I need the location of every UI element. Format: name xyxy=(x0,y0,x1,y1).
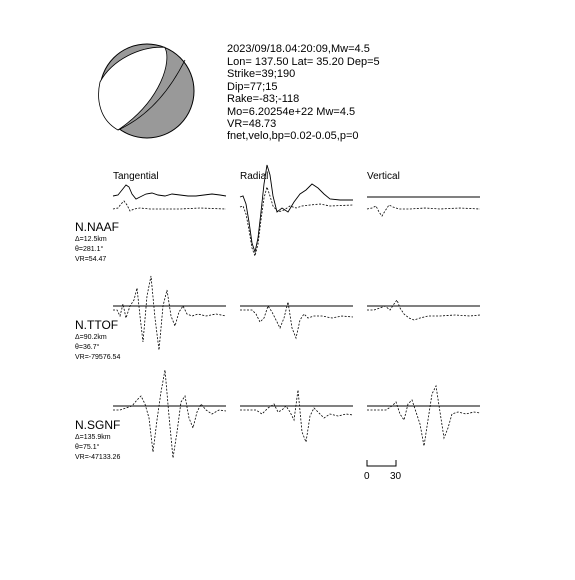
station-distance: Δ=90.2km xyxy=(75,334,107,341)
station-vr: VR=-79576.54 xyxy=(75,354,121,361)
header-line-filter: fnet,velo,bp=0.02-0.05,p=0 xyxy=(227,130,359,142)
synthetic-trace xyxy=(240,302,353,338)
synthetic-trace xyxy=(240,187,353,256)
station-name: N.SGNF xyxy=(75,418,121,432)
synthetic-trace xyxy=(367,386,480,446)
synthetic-trace xyxy=(367,300,480,320)
synthetic-trace xyxy=(113,201,226,211)
trace-ttof-vertical xyxy=(367,300,480,320)
synthetic-trace xyxy=(240,390,353,442)
station-vr: VR=-47133.26 xyxy=(75,454,121,461)
trace-sgnf-radial xyxy=(240,390,353,442)
station-azimuth: θ=75.1° xyxy=(75,444,100,451)
header-line-vr: VR=48.73 xyxy=(227,118,277,130)
station-distance: Δ=12.5km xyxy=(75,236,107,243)
header-line-date: 2023/09/18.04:20:09,Mw=4.5 xyxy=(227,43,370,55)
beachball xyxy=(99,44,194,138)
synthetic-trace xyxy=(367,205,480,216)
header-line-rake: Rake=-83;-118 xyxy=(227,93,300,105)
station-name: N.NAAF xyxy=(75,220,120,234)
header-line-moment: Mo=6.20254e+22 Mw=4.5 xyxy=(227,106,356,118)
scale-start-label: 0 xyxy=(364,471,370,482)
station-label-naaf xyxy=(75,220,119,263)
station-label-sgnf xyxy=(75,418,120,461)
synthetic-trace xyxy=(113,276,226,350)
header-line-location: Lon= 137.50 Lat= 35.20 Dep=5 xyxy=(227,56,380,68)
station-azimuth: θ=36.7° xyxy=(75,344,100,351)
column-vertical: Vertical xyxy=(367,171,400,182)
trace-sgnf-tangential xyxy=(113,370,226,458)
trace-sgnf-vertical xyxy=(367,386,480,446)
station-label-ttof xyxy=(75,318,120,361)
station-name: N.TTOF xyxy=(75,318,119,332)
trace-ttof-tangential xyxy=(113,276,226,350)
trace-naaf-vertical xyxy=(367,197,480,216)
column-radial: Radial xyxy=(240,171,269,182)
header-line-dip: Dip=77;15 xyxy=(227,81,278,93)
observed-trace xyxy=(113,185,226,199)
scale-end-label: 30 xyxy=(390,471,402,482)
event-header xyxy=(227,43,380,142)
station-vr: VR=54.47 xyxy=(75,256,107,263)
station-azimuth: θ=281.1° xyxy=(75,246,104,253)
trace-ttof-radial xyxy=(240,302,353,338)
synthetic-trace xyxy=(113,370,226,458)
header-line-strike: Strike=39;190 xyxy=(227,68,296,80)
time-scale-bar xyxy=(364,460,402,482)
trace-naaf-tangential xyxy=(113,185,226,211)
column-tangential: Tangential xyxy=(113,171,159,182)
station-distance: Δ=135.9km xyxy=(75,434,111,441)
scale-bar-line xyxy=(367,460,396,466)
